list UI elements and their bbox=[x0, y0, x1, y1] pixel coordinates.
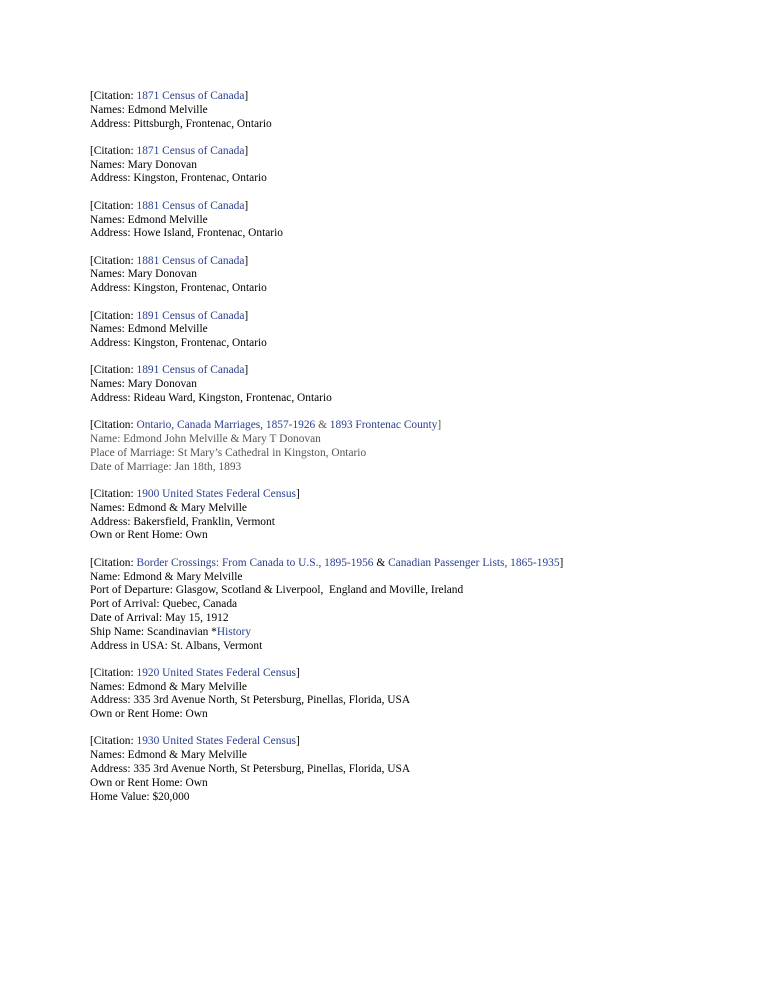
names-line: Names: Edmond Melville bbox=[90, 323, 208, 336]
names-line: Names: Edmond & Mary Melville bbox=[90, 749, 247, 762]
address-line: Address: 335 3rd Avenue North, St Petersburg, Pinellas, Florida, USA bbox=[90, 763, 411, 776]
record-1891-edmond bbox=[90, 310, 750, 351]
citation-line: [Citation: 1881 Census of Canada] bbox=[90, 254, 249, 267]
own-rent-line: Own or Rent Home: Own bbox=[90, 708, 208, 721]
port-departure-line: Port of Departure: Glasgow, Scotland & Liverpool, England and Moville, Ireland bbox=[90, 584, 464, 597]
citation-line: [Citation: Ontario, Canada Marriages, 1857-1926 & 1893 Frontenac County] bbox=[90, 419, 442, 432]
names-line: Names: Edmond Melville bbox=[90, 213, 208, 226]
record-1920-census bbox=[90, 667, 750, 722]
address-usa-line: Address in USA: St. Albans, Vermont bbox=[90, 639, 263, 652]
address-line: Address: Kingston, Frontenac, Ontario bbox=[90, 337, 267, 350]
record-1930-census bbox=[90, 735, 750, 804]
names-line: Names: Edmond Melville bbox=[90, 103, 208, 116]
citation-line: [Citation: 1871 Census of Canada] bbox=[90, 144, 249, 157]
record-1891-mary bbox=[90, 364, 750, 405]
record-1900-census bbox=[90, 488, 750, 543]
own-rent-line: Own or Rent Home: Own bbox=[90, 529, 208, 542]
record-marriage bbox=[90, 419, 750, 474]
citation-link-frontenac[interactable]: 1893 Frontenac County bbox=[329, 419, 438, 432]
record-border-crossing bbox=[90, 557, 750, 654]
citation-link[interactable]: 1920 United States Federal Census bbox=[136, 666, 296, 679]
home-value-line: Home Value: $20,000 bbox=[90, 790, 190, 803]
citation-link-border[interactable]: Border Crossings: From Canada to U.S., 1895-1956 bbox=[136, 556, 374, 569]
names-line: Names: Mary Donovan bbox=[90, 268, 197, 281]
names-line: Names: Edmond & Mary Melville bbox=[90, 680, 247, 693]
citation-link-passenger[interactable]: Canadian Passenger Lists, 1865-1935 bbox=[388, 556, 560, 569]
record-1871-edmond bbox=[90, 90, 750, 131]
own-rent-line: Own or Rent Home: Own bbox=[90, 776, 208, 789]
names-line: Names: Edmond & Mary Melville bbox=[90, 501, 247, 514]
citation-link[interactable]: 1871 Census of Canada bbox=[136, 90, 245, 102]
marriage-name-line: Name: Edmond John Melville & Mary T Donovan bbox=[90, 433, 321, 446]
citation-link[interactable]: 1871 Census of Canada bbox=[136, 144, 245, 157]
citation-link[interactable]: 1881 Census of Canada bbox=[136, 254, 245, 267]
citation-line: [Citation: 1891 Census of Canada] bbox=[90, 364, 249, 377]
marriage-place-line: Place of Marriage: St Mary’s Cathedral in Kingston, Ontario bbox=[90, 446, 367, 459]
record-1881-edmond bbox=[90, 200, 750, 241]
citation-line: [Citation: 1900 United States Federal Census] bbox=[90, 488, 300, 501]
document-page bbox=[90, 90, 750, 818]
citation-link[interactable]: 1930 United States Federal Census bbox=[136, 735, 296, 748]
date-arrival-line: Date of Arrival: May 15, 1912 bbox=[90, 611, 229, 624]
citation-link[interactable]: 1881 Census of Canada bbox=[136, 199, 245, 212]
citation-link[interactable]: 1891 Census of Canada bbox=[136, 364, 245, 377]
port-arrival-line: Port of Arrival: Quebec, Canada bbox=[90, 598, 238, 611]
address-line: Address: Kingston, Frontenac, Ontario bbox=[90, 282, 267, 295]
marriage-date-line: Date of Marriage: Jan 18th, 1893 bbox=[90, 460, 242, 473]
address-line: Address: 335 3rd Avenue North, St Petersburg, Pinellas, Florida, USA bbox=[90, 694, 411, 707]
citation-line: [Citation: Border Crossings: From Canada to U.S., 1895-1956 & Canadian Passenger Lists, 1865-1935] bbox=[90, 556, 564, 569]
address-line: Address: Bakersfield, Franklin, Vermont bbox=[90, 515, 275, 528]
names-line: Names: Mary Donovan bbox=[90, 378, 197, 391]
address-line: Address: Howe Island, Frontenac, Ontario bbox=[90, 227, 283, 240]
history-link[interactable]: History bbox=[216, 625, 252, 638]
address-line: Address: Rideau Ward, Kingston, Frontenac, Ontario bbox=[90, 392, 332, 405]
citation-line: [Citation: 1871 Census of Canada] bbox=[90, 90, 249, 102]
names-line: Names: Mary Donovan bbox=[90, 158, 197, 171]
citation-link[interactable]: 1900 United States Federal Census bbox=[136, 488, 296, 501]
citation-line: [Citation: 1930 United States Federal Census] bbox=[90, 735, 300, 748]
ship-name-line: Ship Name: Scandinavian *History bbox=[90, 625, 252, 638]
name-line: Name: Edmond & Mary Melville bbox=[90, 570, 243, 583]
address-line: Address: Kingston, Frontenac, Ontario bbox=[90, 172, 267, 185]
citation-line: [Citation: 1891 Census of Canada] bbox=[90, 309, 249, 322]
record-1881-mary bbox=[90, 255, 750, 296]
record-1871-mary bbox=[90, 145, 750, 186]
address-line: Address: Pittsburgh, Frontenac, Ontario bbox=[90, 117, 272, 130]
citation-link-marriages[interactable]: Ontario, Canada Marriages, 1857-1926 bbox=[136, 419, 316, 432]
citation-line: [Citation: 1920 United States Federal Census] bbox=[90, 666, 300, 679]
citation-link[interactable]: 1891 Census of Canada bbox=[136, 309, 245, 322]
citation-line: [Citation: 1881 Census of Canada] bbox=[90, 199, 249, 212]
